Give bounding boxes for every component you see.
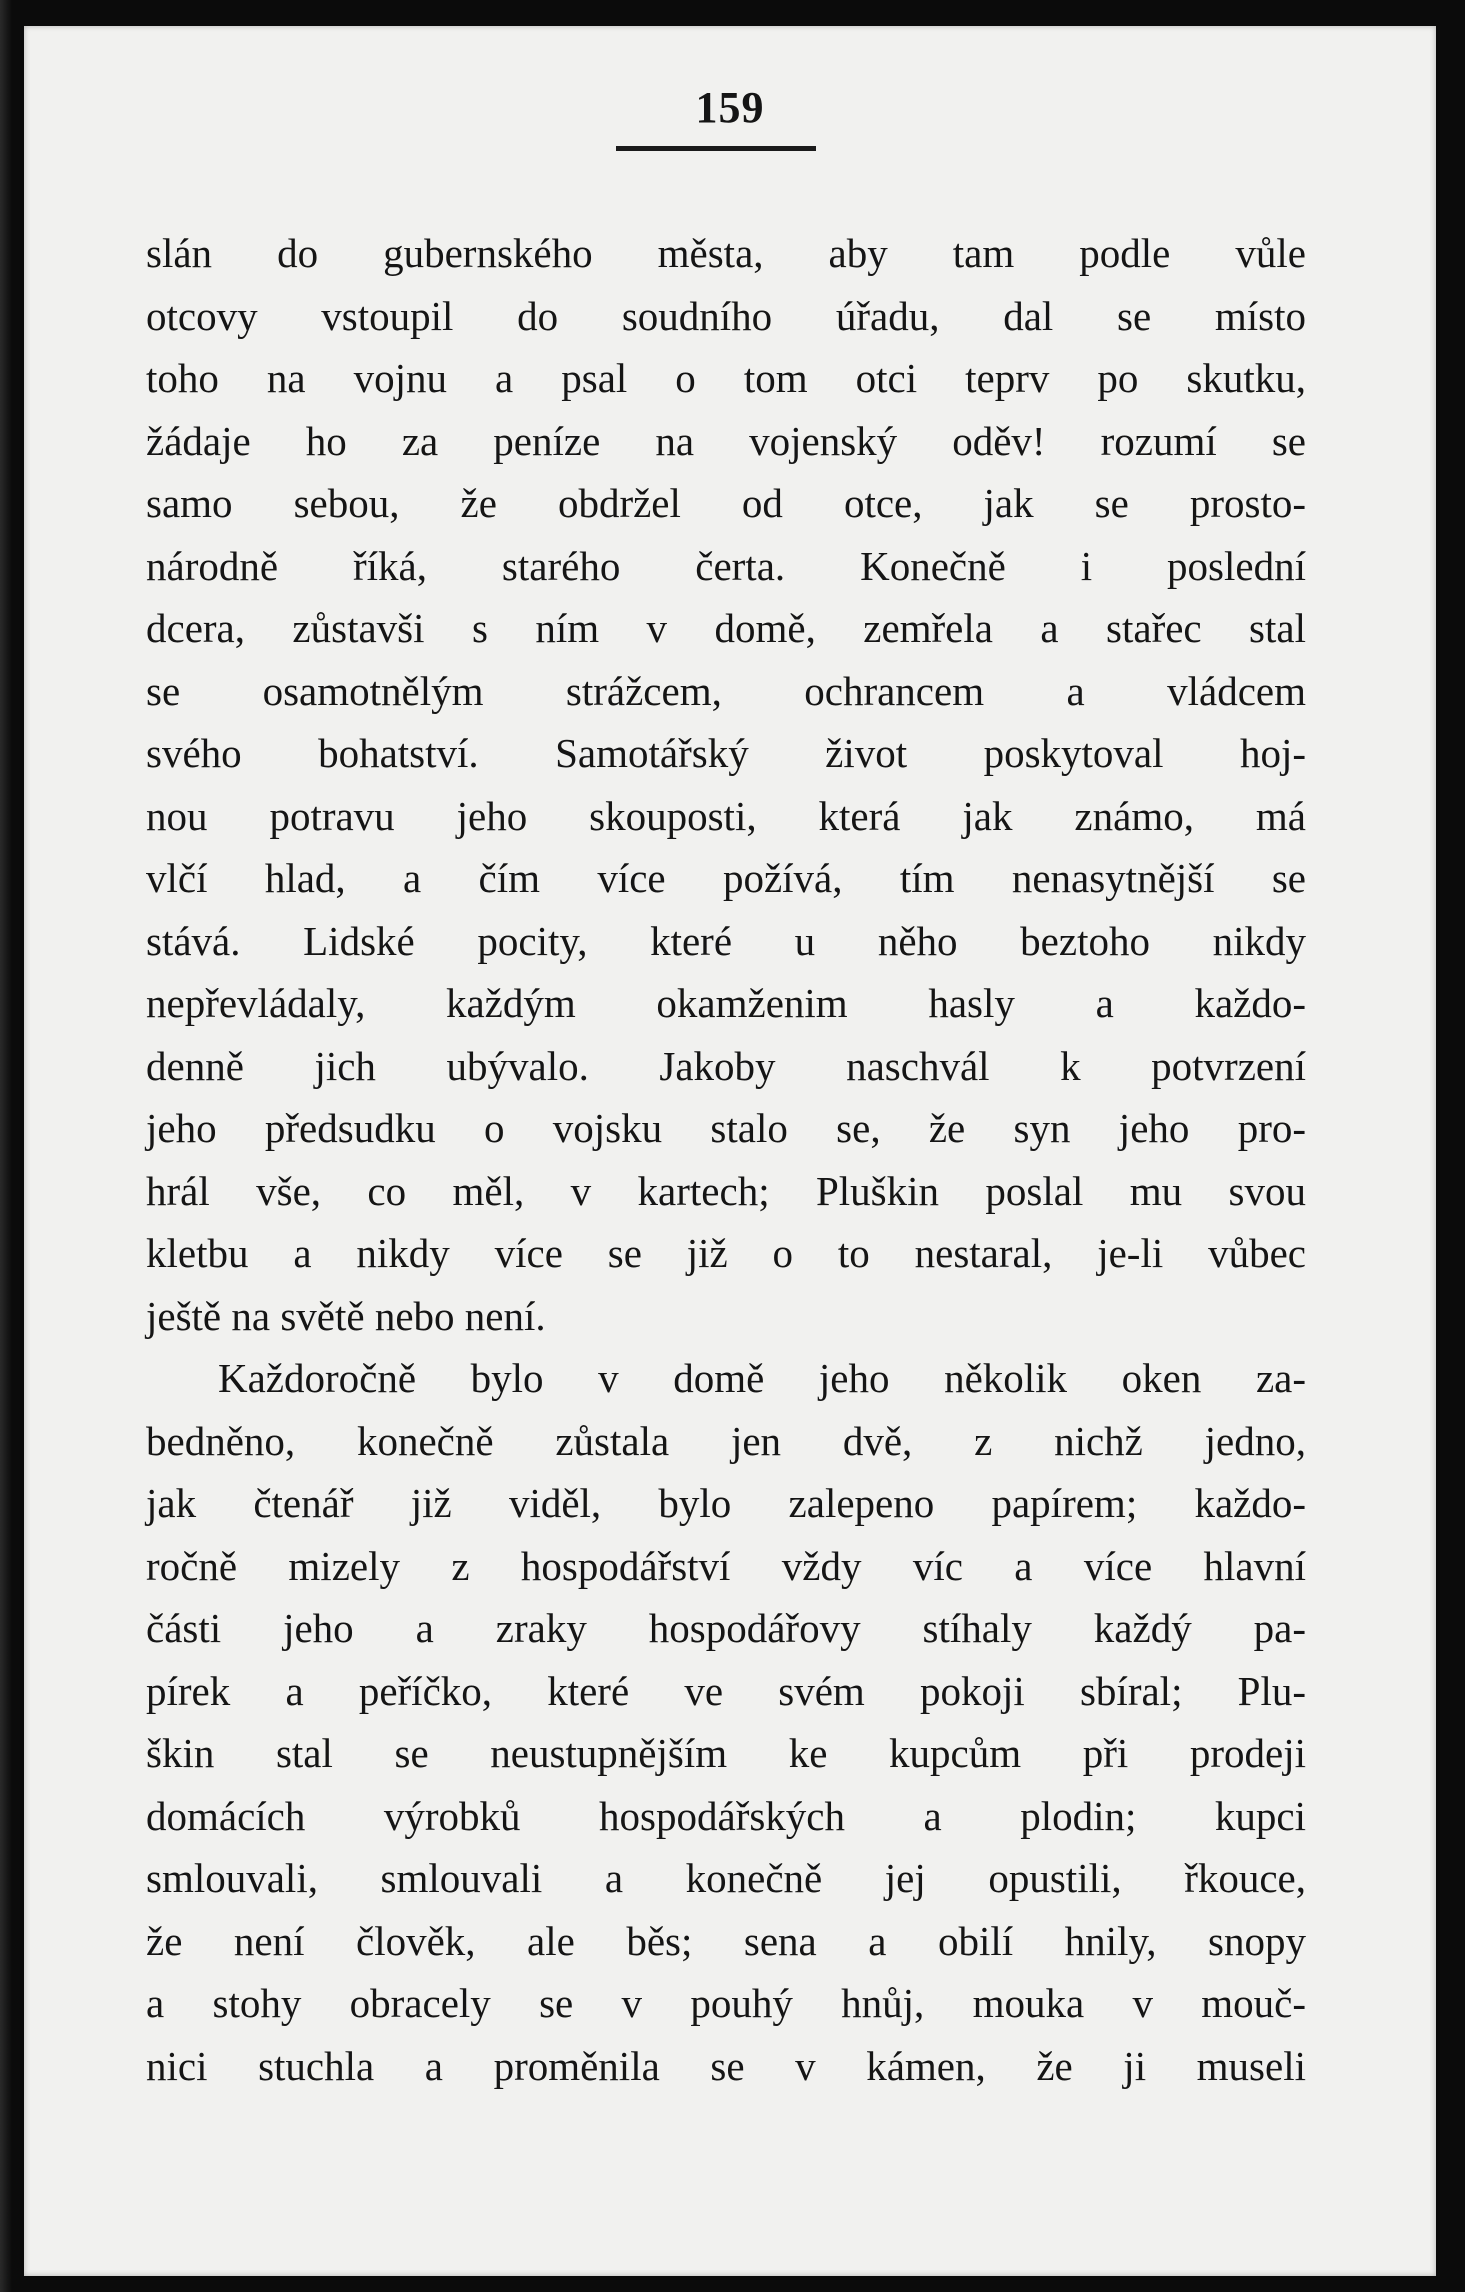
text-line: pírek a peříčko, které ve svém pokoji sbíral; Plu- [146,1667,1306,1714]
paragraph-end-line: ještě na světě nebo není. [146,1292,546,1339]
text-line: kletbu a nikdy více se již o to nestaral, je-li vůbec [146,1230,1306,1276]
text-line: jeho předsudku o vojsku stalo se, že syn jeho pro- [146,1105,1306,1151]
text-line: se osamotnělým strážcem, ochrancem a vládcem [146,667,1306,714]
page-number: 159 [695,83,765,132]
body-text [146,222,1306,2097]
text-line: otcovy vstoupil do soudního úřadu, dal se místo [146,292,1306,339]
text-line: škin stal se neustupnějším ke kupcům při prodeji [146,1730,1306,1776]
text-line: toho na vojnu a psal o tom otci teprv po skutku, [146,355,1306,401]
text-line: domácích výrobků hospodářských a plodin; kupci [146,1792,1306,1839]
text-line: nou potravu jeho skouposti, která jak známo, má [146,792,1306,839]
text-line: nici stuchla a proměnila se v kámen, že ji museli [146,2042,1306,2089]
book-page [24,26,1436,2276]
paragraph-start-line: Každoročně bylo v domě jeho několik oken za- [218,1355,1306,1401]
text-line: jak čtenář již viděl, bylo zalepeno papírem; každo- [146,1480,1306,1526]
text-line: hrál vše, co měl, v kartech; Pluškin poslal mu svou [146,1167,1306,1214]
text-line: části jeho a zraky hospodářovy stíhaly každý pa- [146,1605,1306,1651]
text-line: samo sebou, že obdržel od otce, jak se prosto- [146,480,1306,526]
text-line: že není člověk, ale běs; sena a obilí hnily, snopy [146,1917,1306,1964]
text-line: dcera, zůstavši s ním v domě, zemřela a stařec stal [146,605,1306,651]
text-line: ročně mizely z hospodářství vždy víc a více hlavní [146,1542,1306,1589]
text-line: vlčí hlad, a čím více požívá, tím nenasytnější se [146,855,1306,901]
header-rule [616,146,816,151]
text-line: stává. Lidské pocity, které u něho beztoho nikdy [146,917,1306,964]
scan-left-edge [0,0,12,2292]
text-line: a stohy obracely se v pouhý hnůj, mouka v mouč- [146,1980,1306,2026]
text-line: bedněno, konečně zůstala jen dvě, z nichž jedno, [146,1417,1306,1464]
text-line: žádaje ho za peníze na vojenský oděv! rozumí se [146,417,1306,464]
text-line: slán do gubernského města, aby tam podle vůle [146,230,1306,276]
text-line: národně říká, starého čerta. Konečně i poslední [146,542,1306,589]
text-line: svého bohatství. Samotářský život poskytoval hoj- [146,730,1306,776]
text-line: nepřevládaly, každým okamženim hasly a každo- [146,980,1306,1026]
text-line: denně jich ubývalo. Jakoby naschvál k potvrzení [146,1042,1306,1089]
text-line: smlouvali, smlouvali a konečně jej opustili, řkouce, [146,1855,1306,1901]
